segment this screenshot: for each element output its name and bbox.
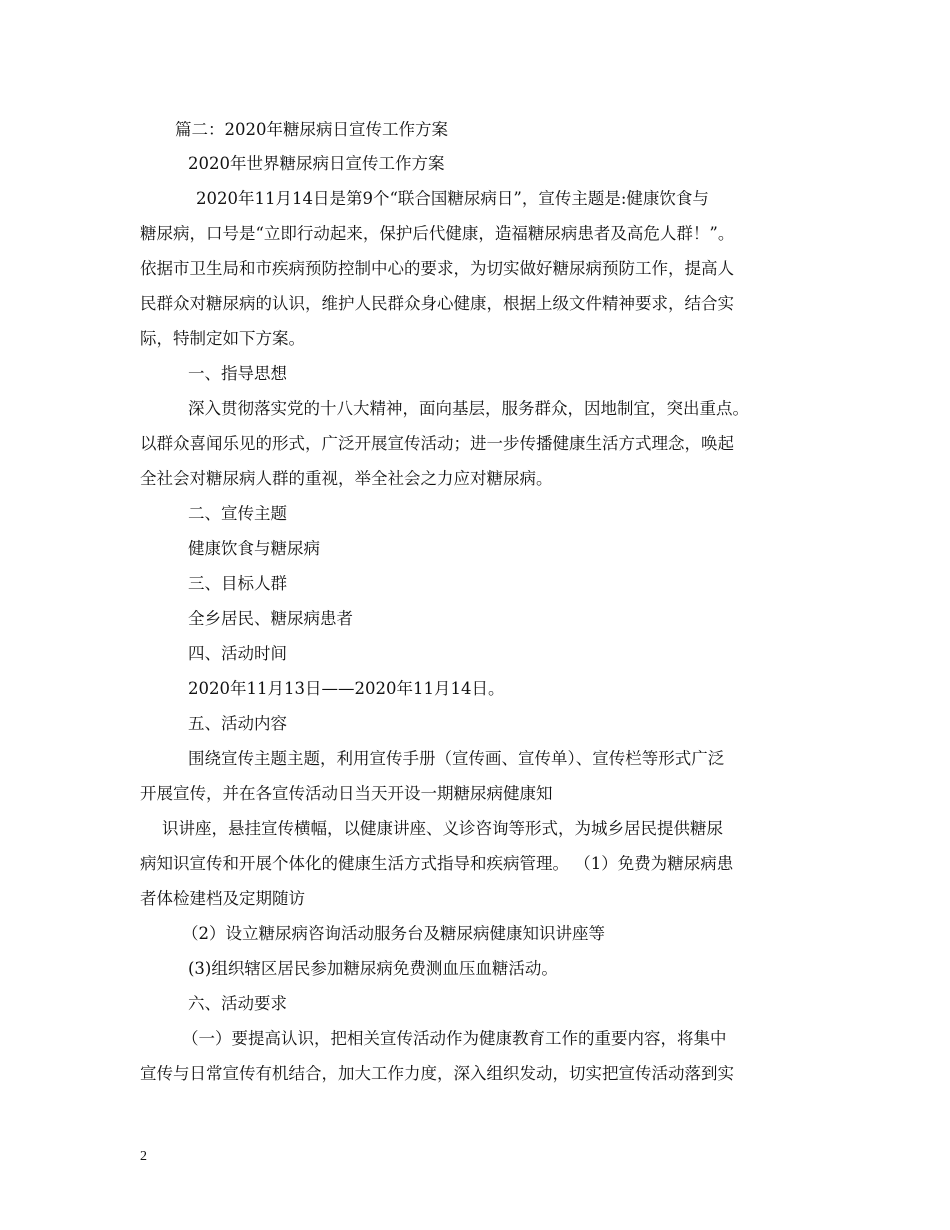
section-heading: 二、宣传主题 [188, 504, 287, 523]
section-heading: 五、活动内容 [188, 714, 287, 733]
section-title-line: 篇二：2020年糖尿病日宣传工作方案 [175, 120, 448, 139]
section-heading: 三、目标人群 [188, 574, 287, 593]
section-heading: 六、活动要求 [188, 994, 287, 1013]
plan-title-line: 2020年世界糖尿病日宣传工作方案 [188, 154, 445, 173]
paragraph-line: 病知识宣传和开展个体化的健康生活方式指导和疾病管理。 （1）免费为糖尿病患 [140, 854, 734, 873]
paragraph-line: 2020年11月13日——2020年11月14日。 [188, 679, 505, 698]
paragraph-line: 依据市卫生局和市疾病预防控制中心的要求，为切实做好糖尿病预防工作，提高人 [140, 259, 734, 278]
paragraph-line: 2020年11月14日是第9个“联合国糖尿病日”，宣传主题是:健康饮食与 [196, 189, 709, 208]
paragraph-line: （一）要提高认识，把相关宣传活动作为健康教育工作的重要内容，将集中 [182, 1029, 727, 1048]
paragraph-line: 民群众对糖尿病的认识，维护人民群众身心健康，根据上级文件精神要求，结合实 [140, 294, 734, 313]
paragraph-line: 全乡居民、糖尿病患者 [188, 609, 353, 628]
page-number: 2 [140, 1149, 147, 1164]
paragraph-line: 深入贯彻落实党的十八大精神，面向基层，服务群众，因地制宜，突出重点。 [188, 399, 749, 418]
paragraph-line: (3)组织辖区居民参加糖尿病免费测血压血糖活动。 [188, 959, 558, 978]
paragraph-line: 开展宣传，并在各宣传活动日当天开设一期糖尿病健康知 [140, 784, 553, 803]
paragraph-line: 围绕宣传主题主题，利用宣传手册（宣传画、宣传单）、宣传栏等形式广泛 [188, 749, 725, 768]
paragraph-line: 健康饮食与糖尿病 [188, 539, 320, 558]
paragraph-line: 识讲座，悬挂宣传横幅，以健康讲座、义诊咨询等形式，为城乡居民提供糖尿 [162, 819, 723, 838]
paragraph-line: 以群众喜闻乐见的形式，广泛开展宣传活动；进一步传播健康生活方式理念，唤起 [140, 434, 734, 453]
paragraph-line: 者体检建档及定期随访 [140, 889, 305, 908]
paragraph-line: 糖尿病，口号是“立即行动起来，保护后代健康，造福糖尿病患者及高危人群！”。 [140, 224, 735, 243]
paragraph-line: 际，特制定如下方案。 [140, 329, 305, 348]
paragraph-line: 全社会对糖尿病人群的重视，举全社会之力应对糖尿病。 [140, 469, 553, 488]
section-heading: 四、活动时间 [188, 644, 287, 663]
paragraph-line: （2）设立糖尿病咨询活动服务台及糖尿病健康知识讲座等 [182, 924, 605, 943]
section-heading: 一、指导思想 [188, 364, 287, 383]
paragraph-line: 宣传与日常宣传有机结合，加大工作力度，深入组织发动，切实把宣传活动落到实 [140, 1064, 734, 1083]
